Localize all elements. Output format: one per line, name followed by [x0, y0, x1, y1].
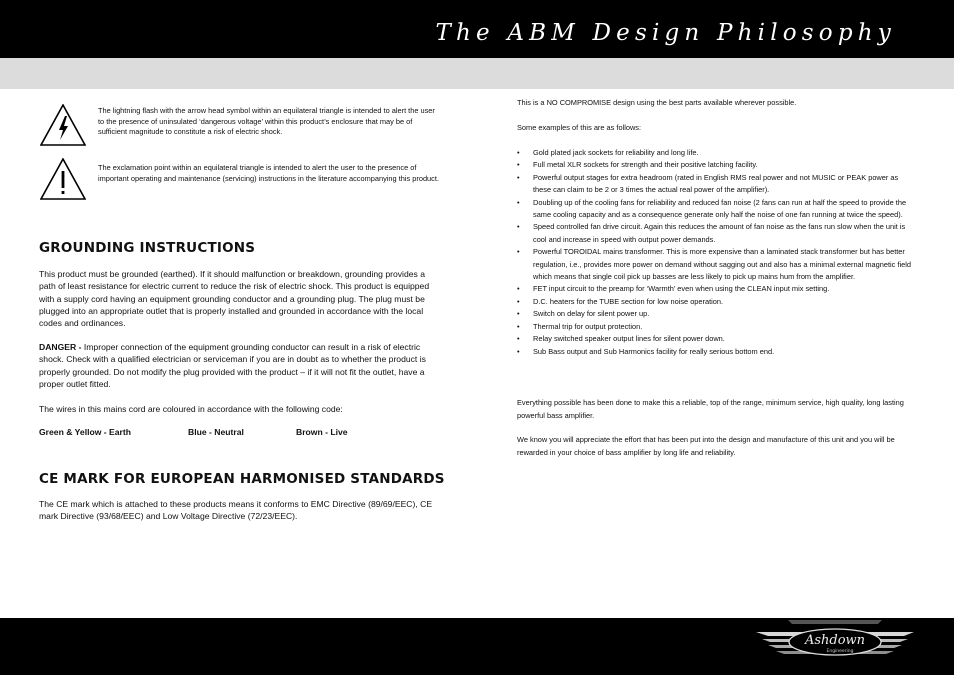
exclamation-warning-icon: [40, 158, 86, 200]
wire-live: Brown - Live: [296, 427, 348, 437]
ce-heading: CE MARK FOR EUROPEAN HARMONISED STANDARDS: [39, 471, 445, 487]
ce-paragraph: The CE mark which is attached to these products means it conforms to EMC Directive (89/69/EEC), CE mark Directive (93/68/EEC) and Low Voltage Directive (72/23/EEC).: [39, 499, 433, 522]
list-item: • Powerful output stages for extra headroom (rated in English RMS real power and not MUSIC or PEAK power as these can claim to be 2 or 3 times the actual real power of the amplifier).: [517, 172, 912, 197]
list-item: • Thermal trip for output protection.: [517, 321, 912, 333]
logo-text: Ashdown: [804, 633, 866, 648]
ashdown-logo: [754, 614, 916, 666]
list-item: • Relay switched speaker output lines for silent power down.: [517, 333, 912, 345]
danger-label: DANGER -: [39, 342, 82, 352]
list-item: • Doubling up of the cooling fans for reliability and reduced fan noise (2 fans can run at half the speed to provide the same cooling capacity and as a consequence generate only half the noise of one fan running at twice the speed).: [517, 197, 912, 222]
list-item: • D.C. heaters for the TUBE section for low noise operation.: [517, 296, 912, 308]
list-item: • Sub Bass output and Sub Harmonics facility for really serious bottom end.: [517, 346, 912, 358]
danger-paragraph: [39, 341, 444, 390]
grounding-heading: GROUNDING INSTRUCTIONS: [39, 240, 256, 256]
exclamation-warning-text: The exclamation point within an equilateral triangle is intended to alert the user to the presence of important operating and maintenance (servicing) instructions in the literature accompanying this product.: [98, 163, 439, 183]
list-item: • FET input circuit to the preamp for ‘Warmth’ even when using the CLEAN input mix setting.: [517, 283, 912, 295]
philosophy-intro: This is a NO COMPROMISE design using the best parts available wherever possible.: [517, 98, 797, 107]
list-item: • Powerful TOROIDAL mains transformer. This is more expensive than a laminated stack transformer but has better regulation, i.e., provides more power on demand without sagging out and also has a minimal external magnetic field which means that single coil pick up basses are less likely to pick up mains hum from the amplifier.: [517, 246, 912, 283]
list-item: • Switch on delay for silent power up.: [517, 308, 912, 320]
grey-band: [0, 58, 954, 89]
feature-list: [517, 147, 912, 358]
grounding-paragraph: This product must be grounded (earthed). If it should malfunction or breakdown, grounding provides a path of least resistance for electric current to reduce the risk of electric shock. This product is equipped with a supply cord having an equipment grounding conductor and a grounding plug. The plug must be plugged into an appropriate outlet that is properly installed and grounded in accordance with the local codes and ordinances.: [39, 269, 430, 329]
examples-intro: Some examples of this are as follows:: [517, 123, 642, 132]
logo-subtext: Engineering: [826, 649, 854, 654]
closing-paragraph-1: Everything possible has been done to make this a reliable, top of the range, minimum service, high quality, long lasting powerful bass amplifier.: [517, 398, 904, 420]
header-bar: [0, 0, 954, 58]
closing-paragraph-2: We know you will appreciate the effort that has been put into the design and manufacture of this unit and you will be rewarded in your choice of bass amplifier by long life and reliability.: [517, 435, 895, 457]
list-item: • Gold plated jack sockets for reliability and long life.: [517, 147, 912, 159]
list-item: • Speed controlled fan drive circuit. Again this reduces the amount of fan noise as the fans run slow when the unit is cool and increase in speed with output power demands.: [517, 221, 912, 246]
wires-intro: The wires in this mains cord are coloured in accordance with the following code:: [39, 404, 343, 414]
lightning-warning-icon: [40, 104, 86, 146]
wire-neutral: Blue - Neutral: [188, 427, 244, 437]
list-item: • Full metal XLR sockets for strength and their positive latching facility.: [517, 159, 912, 171]
danger-text: Improper connection of the equipment grounding conductor can result in a risk of electric shock. Check with a qualified electrician or serviceman if you are in doubt as to whether the product is properly grounded. Do not modify the plug provided with the product – if it will not fit the outlet, have a proper outlet fitted.: [39, 342, 426, 389]
wire-earth: Green & Yellow - Earth: [39, 427, 132, 437]
page-title: The ABM Design Philosophy: [435, 20, 896, 46]
lightning-warning-text: The lightning flash with the arrow head symbol within an equilateral triangle is intended to alert the user to the presence of uninsulated ‘dangerous voltage’ within this product’s enclosure that may be of sufficient magnitude to constitute a risk of electric shock.: [98, 106, 435, 137]
